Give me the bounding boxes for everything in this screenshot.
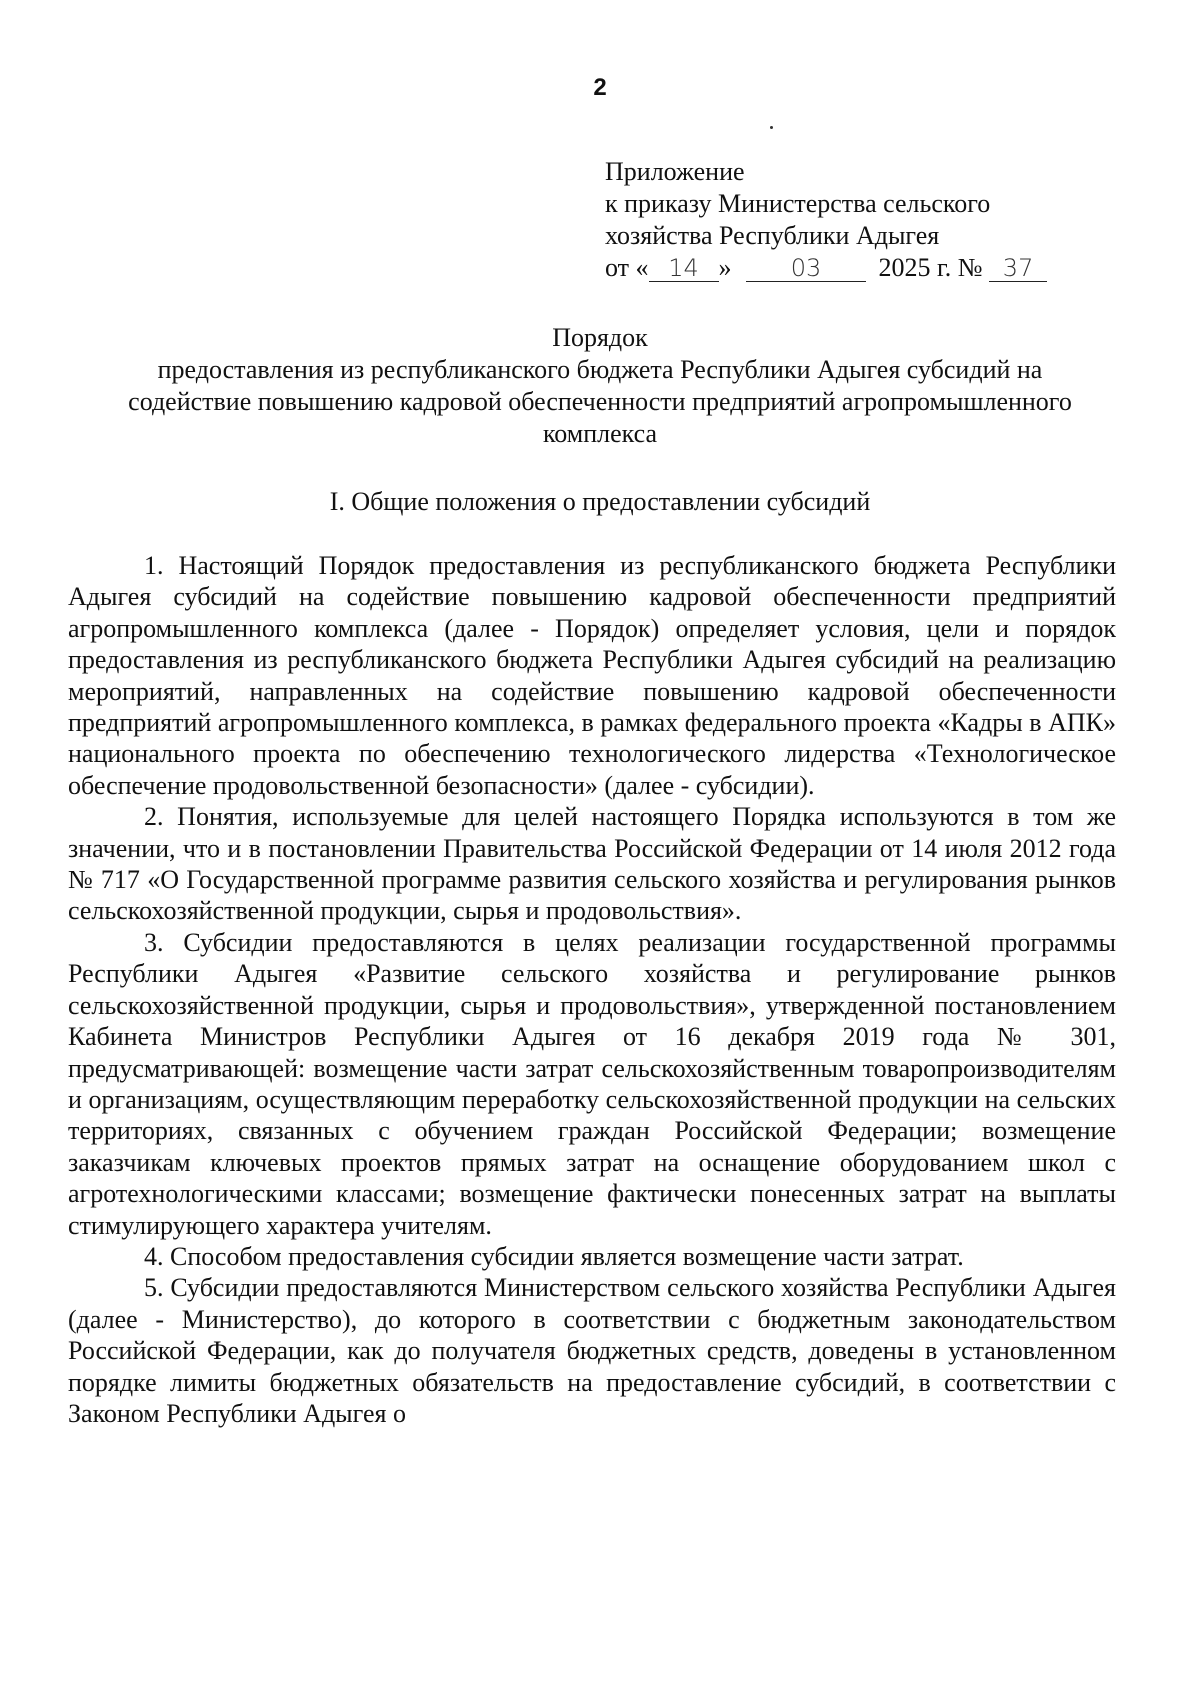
appendix-line-3: хозяйства Республики Адыгея (605, 221, 940, 250)
title-line-2: предоставления из республиканского бюджета Республики Адыгея субсидий на (157, 355, 1043, 384)
paragraph-5: 5. Субсидии предоставляются Министерством сельского хозяйства Республики Адыгея (далее - Министерство), до которого в соответствии с бюджетным законодательством Российской Федерации, как до получателя бюджетных средств, доведены в установленном порядке лимиты бюджетных обязательств на предоставление субсидий, в соответствии с Законом Республики Адыгея о (68, 1273, 1116, 1428)
section-heading: I. Общие положения о предоставлении субсидий (329, 487, 871, 516)
title-line-1: Порядок (552, 323, 648, 352)
appendix-block (605, 156, 1047, 284)
date-day-handwritten: 14 (649, 255, 719, 282)
title-line-4: комплекса (542, 419, 658, 448)
order-number-handwritten: 37 (989, 255, 1047, 282)
date-prefix: от « (605, 253, 649, 282)
paragraph-3: 3. Субсидии предоставляются в целях реализации государственной программы Республики Адыгея «Развитие сельского хозяйства и регулирование рынков сельскохозяйственной продукции, сырья и продовольствия», утвержденной постановлением Кабинета Министров Республики Адыгея от 16 декабря 2019 года № 301, предусматривающей: возмещение части затрат сельскохозяйственным товаропроизводителям и организациям, осуществляющим переработку сельскохозяйственной продукции на сельских территориях, связанных с обучением граждан Российской Федерации; возмещение заказчикам ключевых проектов прямых затрат на оснащение оборудованием школ с агротехнологическими классами; возмещение фактически понесенных затрат на выплаты стимулирующего характера учителям. (68, 927, 1116, 1240)
date-month-handwritten: 03 (746, 255, 866, 282)
scan-speck (770, 126, 773, 129)
paragraph-1: 1. Настоящий Порядок предоставления из республиканского бюджета Республики Адыгея субсидий на содействие повышению кадровой обеспеченности предприятий агропромышленного комплекса (далее - Порядок) определяет условия, цели и порядок предоставления из республиканского бюджета Республики Адыгея субсидий на реализацию мероприятий, направленных на содействие повышению кадровой обеспеченности предприятий агропромышленного комплекса, в рамках федерального проекта «Кадры в АПК» национального проекта по обеспечению технологического лидерства «Технологическое обеспечение продовольственной безопасности» (далее - субсидии). (68, 551, 1116, 800)
body-text (68, 550, 1116, 1429)
appendix-line-1: Приложение (605, 157, 745, 186)
paragraph-2: 2. Понятия, используемые для целей настоящего Порядка используются в том же значении, что и в постановлении Правительства Российской Федерации от 14 июля 2012 года № 717 «О Государственной программе развития сельского хозяйства и регулирования рынков сельскохозяйственной продукции, сырья и продовольствия». (68, 802, 1116, 926)
date-year-number-label: 2025 г. № (878, 253, 983, 282)
paragraph-4: 4. Способом предоставления субсидии является возмещение части затрат. (144, 1241, 964, 1271)
date-mid: » (718, 253, 732, 282)
title-line-3: содействие повышению кадровой обеспеченности предприятий агропромышленного (128, 387, 1072, 416)
document-title (68, 322, 1132, 450)
appendix-date-line (605, 252, 1047, 284)
appendix-line-2: к приказу Министерства сельского (605, 189, 991, 218)
page-number: 2 (593, 74, 607, 101)
